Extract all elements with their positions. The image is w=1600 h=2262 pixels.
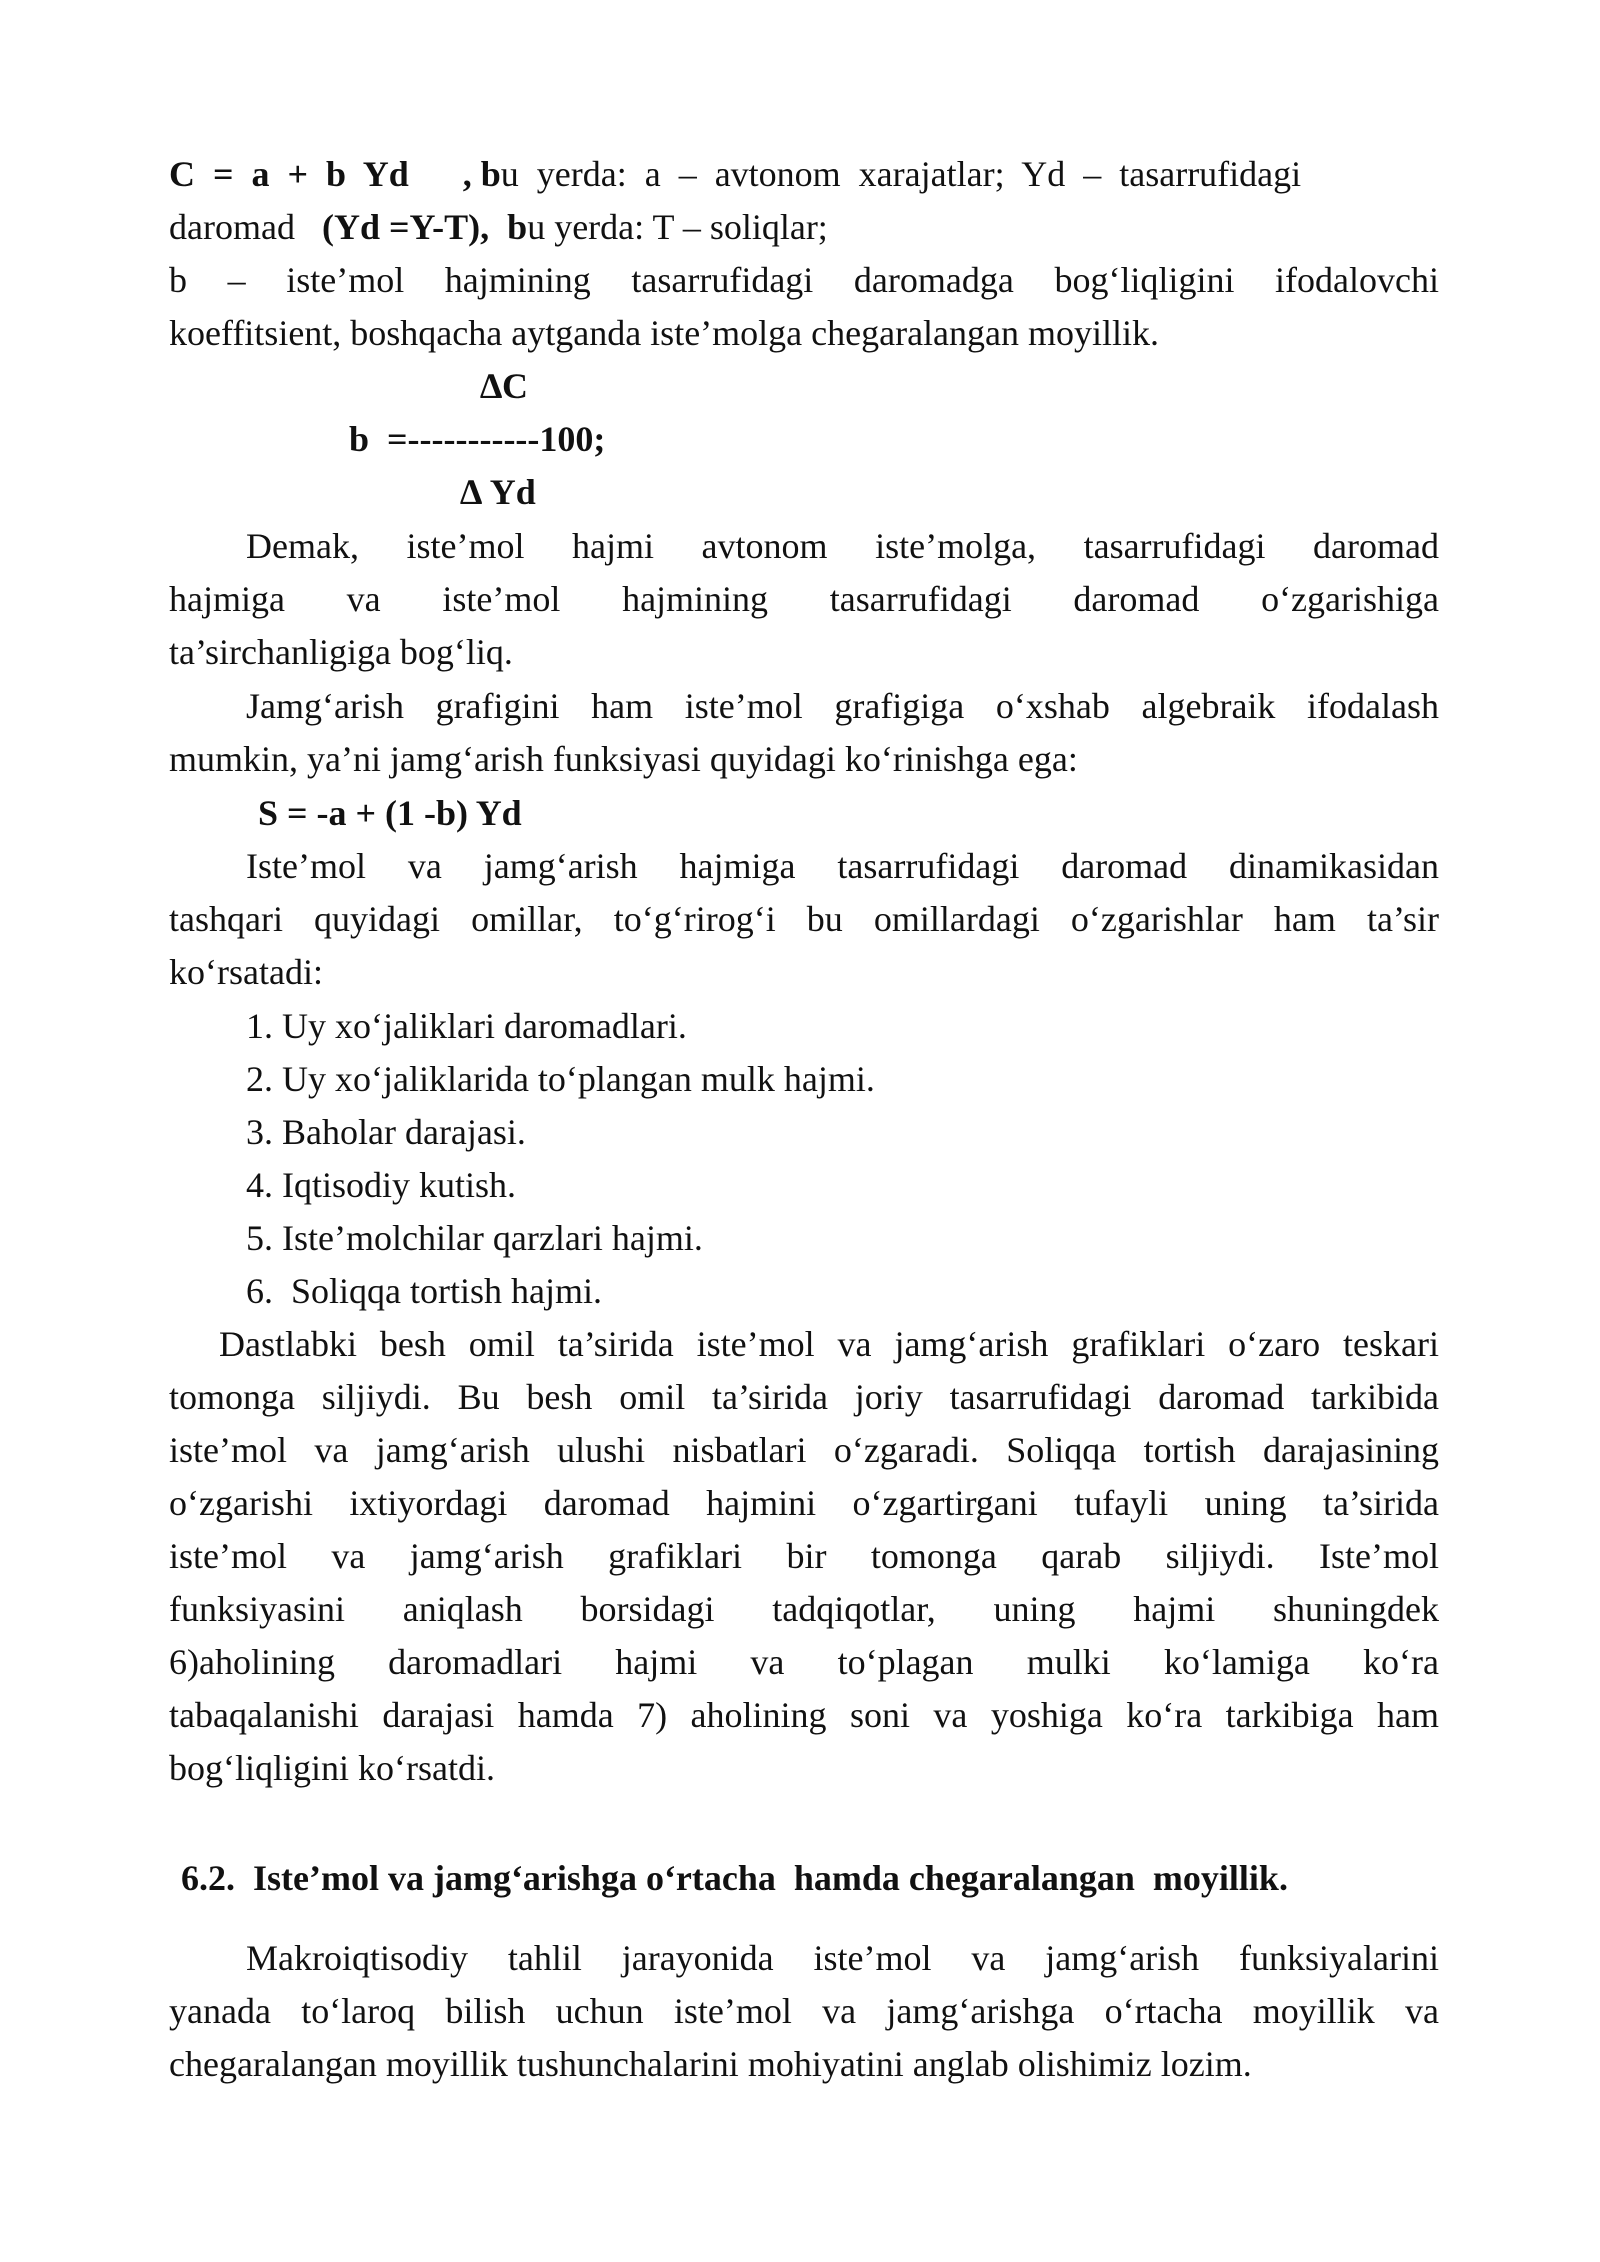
disposable-income-formula: (Yd =Y-T), bbox=[321, 207, 490, 247]
section-heading: 6.2. Iste’mol va jamg‘arishga o‘rtacha hamda chegaralangan moyillik. bbox=[181, 1858, 1288, 1898]
list-item: 3. Baholar darajasi. bbox=[246, 1112, 526, 1152]
paragraph-1: Demak, iste’mol hajmi avtonom iste’molga, tasarrufidagi daromad hajmiga va iste’mol hajmining tasarrufidagi daromad o‘zgarishiga ta’sirchanligiga bog‘liq. bbox=[169, 526, 1439, 672]
consumption-formula-line: C = a + b Yd , bu yerda: a – avtonom xarajatlar; Yd – tasarrufidagi bbox=[169, 154, 1302, 194]
paragraph-5: Makroiqtisodiy tahlil jarayonida iste’mol va jamg‘arish funksiyalarini yanada to‘laroq bilish uchun iste’mol va jamg‘arishga o‘rtacha moyillik va chegaralangan moyillik tushunchalarini mohiyatini anglab olishimiz lozim. bbox=[169, 1938, 1439, 2084]
paragraph-3: Iste’mol va jamg‘arish hajmiga tasarrufidagi daromad dinamikasidan tashqari quyidagi omillar, to‘g‘rirog‘i bu omillardagi o‘zgarishlar ham ta’sir ko‘rsatadi: bbox=[169, 846, 1439, 992]
list-item: 6. Soliqqa tortish hajmi. bbox=[246, 1271, 602, 1311]
list-item: 4. Iqtisodiy kutish. bbox=[246, 1165, 517, 1205]
list-item: 5. Iste’molchilar qarzlari hajmi. bbox=[246, 1218, 703, 1258]
factor-list bbox=[169, 1000, 1439, 1318]
disposable-income-line: daromad (Yd =Y-T), bu yerda: T – soliqlar; bbox=[169, 207, 828, 247]
list-item: 2. Uy xo‘jaliklarida to‘plangan mulk hajmi. bbox=[246, 1059, 875, 1099]
list-item: 1. Uy xo‘jaliklari daromadlari. bbox=[246, 1006, 687, 1046]
fraction-formula: b =-----------100; bbox=[349, 419, 606, 459]
consumption-formula: C = a + b Yd bbox=[169, 154, 409, 194]
paragraph-2: Jamg‘arish grafigini ham iste’mol grafigiga o‘xshab algebraik ifodalash mumkin, ya’ni jamg‘arish funksiyasi quyidagi ko‘rinishga ega: bbox=[169, 686, 1439, 779]
fraction-numerator: ∆C bbox=[480, 366, 529, 406]
fraction-denominator: ∆ Yd bbox=[460, 472, 536, 512]
b-definition-line-1: b – iste’mol hajmining tasarrufidagi daromadga bog‘liqligini ifodalovchi bbox=[169, 260, 1439, 300]
paragraph-4: Dastlabki besh omil ta’sirida iste’mol va jamg‘arish grafiklari o‘zaro teskari tomonga siljiydi. Bu besh omil ta’sirida joriy tasarrufidagi daromad tarkibida iste’mol va jamg‘arish ulushi nisbatlari o‘zgaradi. Soliqqa tortish darajasining o‘zgarishi ixtiyordagi daromad hajmini o‘zgartirgani tufayli uning ta’sirida iste’mol va jamg‘arish grafiklari bir tomonga qarab siljiydi. Iste’mol funksiyasini aniqlash borsidagi tadqiqotlar, uning hajmi shuningdek 6)aholining daromadlari hajmi va to‘plagan mulki ko‘lamiga ko‘ra tabaqalanishi darajasi hamda 7) aholining soni va yoshiga ko‘ra tarkibiga ham bog‘liqligini ko‘rsatdi. bbox=[169, 1324, 1439, 1788]
saving-formula: S = -a + (1 -b) Yd bbox=[258, 793, 522, 833]
b-definition-line-2: koeffitsient, boshqacha aytganda iste’molga chegaralangan moyillik. bbox=[169, 313, 1160, 353]
